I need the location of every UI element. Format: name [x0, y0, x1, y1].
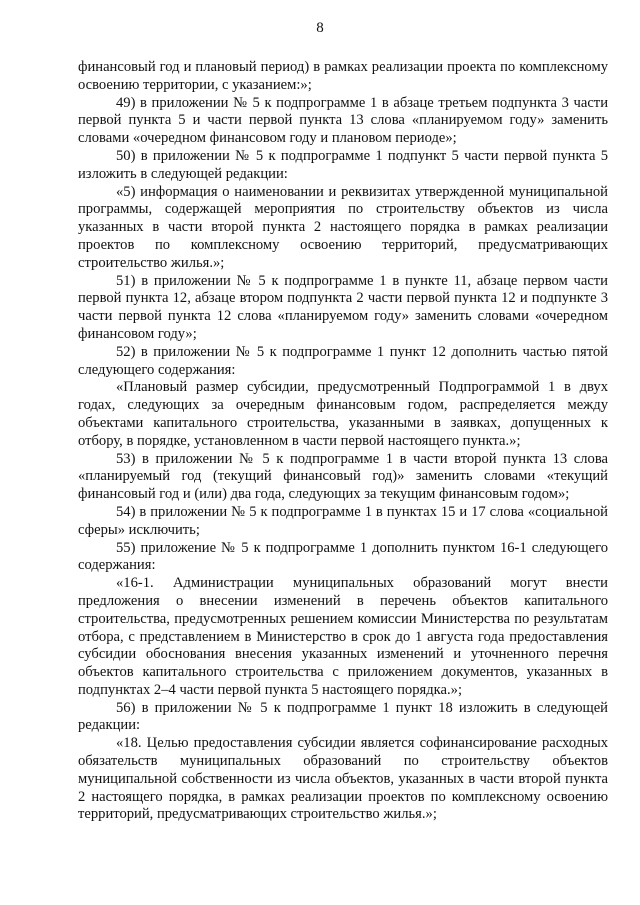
paragraph-quote-16-1: «16-1. Администрации муниципальных образований могут внести предложения о внесении изменений в перечень объектов капитального строительства, предусмотренных решением комиссии Министерства по результатам отбора, с представлением в Министерство в срок до 1 августа года предоставления субсидии обоснования внесения указанных изменений и уточненного перечня объектов капитального строительства с приложением документов, указанных в подпунктах 2–4 части первой пункта 5 настоящего порядка.»; — [78, 575, 608, 698]
paragraph-quote-planned-subsidy: «Плановый размер субсидии, предусмотренный Подпрограммой 1 в двух годах, следующих за очередным финансовым годом, распределяется между объектами капитального строительства, указанными в заявках, допущенных к отбору, в порядке, установленном в части первой настоящего пункта.»; — [78, 379, 608, 449]
document-body — [78, 59, 608, 824]
paragraph-item-54: 54) в приложении № 5 к подпрограмме 1 в пунктах 15 и 17 слова «социальной сферы» исключить; — [78, 503, 608, 538]
paragraph-item-55: 55) приложение № 5 к подпрограмме 1 дополнить пунктом 16-1 следующего содержания: — [78, 539, 608, 574]
page-number: 8 — [316, 20, 324, 36]
paragraph-continuation: финансовый год и плановый период) в рамках реализации проекта по комплексному освоению территории, с указанием:»; — [78, 59, 608, 93]
paragraph-item-49: 49) в приложении № 5 к подпрограмме 1 в абзаце третьем подпункта 3 части первой пункта 5 и части первой пункта 13 слова «планируемом году» заменить словами «очередном финансовом году и плановом периоде»; — [78, 94, 608, 147]
paragraph-quote-18: «18. Целью предоставления субсидии является софинансирование расходных обязательств муниципальных образований по строительству объектов муниципальной собственности из числа объектов, указанных в части второй пункта 2 настоящего порядка, в рамках реализации проектов по комплексному освоению территорий, предусматривающих строительство жилья.»; — [78, 735, 608, 823]
paragraph-item-53: 53) в приложении № 5 к подпрограмме 1 в части второй пункта 13 слова «планируемый год (текущий финансовый год)» заменить словами «текущий финансовый год и (или) два года, следующих за текущим финансовым годом»; — [78, 450, 608, 503]
paragraph-item-56: 56) в приложении № 5 к подпрограмме 1 пункт 18 изложить в следующей редакции: — [78, 699, 608, 734]
paragraph-quote-5: «5) информация о наименовании и реквизитах утвержденной муниципальной программы, содержащей мероприятия по строительству объектов из числа указанных в части второй пункта 2 настоящего порядка в рамках реализации проектов по комплексному освоению территорий, предусматривающих строительство жилья.»; — [78, 183, 608, 271]
paragraph-item-50: 50) в приложении № 5 к подпрограмме 1 подпункт 5 части первой пункта 5 изложить в следующей редакции: — [78, 147, 608, 182]
paragraph-item-51: 51) в приложении № 5 к подпрограмме 1 в пункте 11, абзаце первом части первой пункта 12, абзаце втором подпункта 2 части первой пункта 12 и подпункте 3 части первой пункта 12 слова «планируемом году» заменить словами «очередном финансовом году»; — [78, 272, 608, 342]
paragraph-item-52: 52) в приложении № 5 к подпрограмме 1 пункт 12 дополнить частью пятой следующего содержания: — [78, 343, 608, 378]
